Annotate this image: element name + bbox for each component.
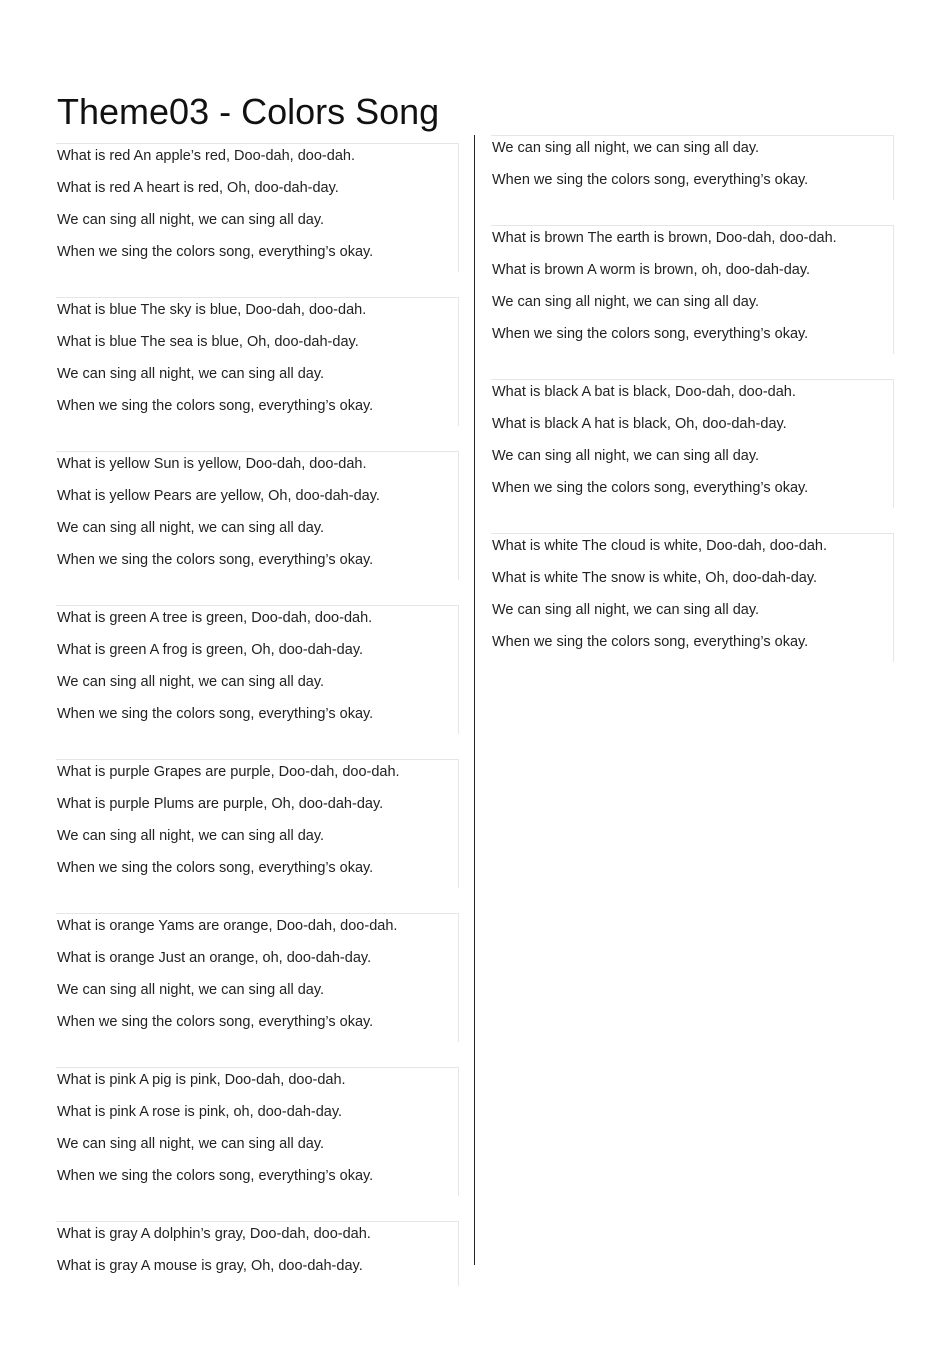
lyric-line: We can sing all night, we can sing all day. [492,140,760,156]
stanza [56,605,459,734]
lyric-line: What is purple Plums are purple, Oh, doo-dah-day. [57,796,384,812]
lyric-line: What is black A bat is black, Doo-dah, doo-dah. [492,384,796,400]
stanza [56,297,459,426]
stanza [56,759,459,888]
lyric-line: We can sing all night, we can sing all day. [57,1136,325,1152]
stanza [56,451,459,580]
lyric-line: We can sing all night, we can sing all day. [57,212,325,228]
stanza-gap [56,734,459,759]
stanza [491,135,894,200]
lyric-line: What is blue The sea is blue, Oh, doo-dah-day. [57,334,359,350]
lyric-line: What is yellow Pears are yellow, Oh, doo-dah-day. [57,488,380,504]
lyric-line: What is green A frog is green, Oh, doo-dah-day. [57,642,364,658]
lyric-line: What is pink A rose is pink, oh, doo-dah-day. [57,1104,343,1120]
left-column [56,143,459,1286]
lyric-line: What is yellow Sun is yellow, Doo-dah, doo-dah. [57,456,367,472]
stanza [56,913,459,1042]
lyric-line: What is purple Grapes are purple, Doo-dah, doo-dah. [57,764,400,780]
lyric-line: We can sing all night, we can sing all day. [57,520,325,536]
lyric-line: When we sing the colors song, everything’s okay. [57,244,374,260]
stanza-gap [56,580,459,605]
right-column [491,135,894,662]
lyric-line: When we sing the colors song, everything’s okay. [57,1168,374,1184]
lyric-line: When we sing the colors song, everything’s okay. [492,172,809,188]
lyric-line: What is orange Yams are orange, Doo-dah, doo-dah. [57,918,398,934]
stanza-gap [491,200,894,225]
lyric-line: We can sing all night, we can sing all day. [57,366,325,382]
stanza [491,225,894,354]
lyric-line: When we sing the colors song, everything’s okay. [57,706,374,722]
stanza [491,379,894,508]
stanza-gap [56,888,459,913]
lyric-line: What is white The snow is white, Oh, doo-dah-day. [492,570,818,586]
lyric-line: We can sing all night, we can sing all day. [57,674,325,690]
lyric-line: We can sing all night, we can sing all day. [492,602,760,618]
stanza-gap [56,426,459,451]
stanza [491,533,894,662]
lyric-line: When we sing the colors song, everything’s okay. [57,398,374,414]
stanza-gap [56,272,459,297]
page-title: Theme03 - Colors Song [57,91,440,132]
lyric-line: We can sing all night, we can sing all day. [57,828,325,844]
lyric-line: What is brown The earth is brown, Doo-dah, doo-dah. [492,230,837,246]
lyric-line: What is brown A worm is brown, oh, doo-dah-day. [492,262,811,278]
stanza [56,143,459,272]
lyric-line: When we sing the colors song, everything’s okay. [57,552,374,568]
lyric-line: We can sing all night, we can sing all day. [57,982,325,998]
lyric-line: What is gray A dolphin’s gray, Doo-dah, doo-dah. [57,1226,371,1242]
lyric-line: When we sing the colors song, everything’s okay. [492,634,809,650]
stanza-gap [56,1042,459,1067]
lyric-line: What is red A heart is red, Oh, doo-dah-day. [57,180,339,196]
lyric-line: When we sing the colors song, everything’s okay. [57,1014,374,1030]
lyric-line: What is blue The sky is blue, Doo-dah, doo-dah. [57,302,367,318]
lyric-line: What is gray A mouse is gray, Oh, doo-dah-day. [57,1258,363,1274]
lyric-line: What is green A tree is green, Doo-dah, doo-dah. [57,610,373,626]
stanza [56,1067,459,1196]
stanza-gap [491,354,894,379]
lyric-line: What is orange Just an orange, oh, doo-dah-day. [57,950,372,966]
stanza-gap [56,1196,459,1221]
column-divider [474,135,475,1265]
lyric-line: When we sing the colors song, everything’s okay. [492,480,809,496]
lyric-line: When we sing the colors song, everything’s okay. [57,860,374,876]
lyric-line: What is black A hat is black, Oh, doo-dah-day. [492,416,787,432]
stanza-gap [491,508,894,533]
lyric-line: We can sing all night, we can sing all day. [492,448,760,464]
lyric-line: What is white The cloud is white, Doo-dah, doo-dah. [492,538,828,554]
lyric-line: When we sing the colors song, everything’s okay. [492,326,809,342]
lyric-line: We can sing all night, we can sing all day. [492,294,760,310]
lyric-line: What is pink A pig is pink, Doo-dah, doo-dah. [57,1072,346,1088]
lyric-line: What is red An apple’s red, Doo-dah, doo-dah. [57,148,355,164]
stanza [56,1221,459,1286]
